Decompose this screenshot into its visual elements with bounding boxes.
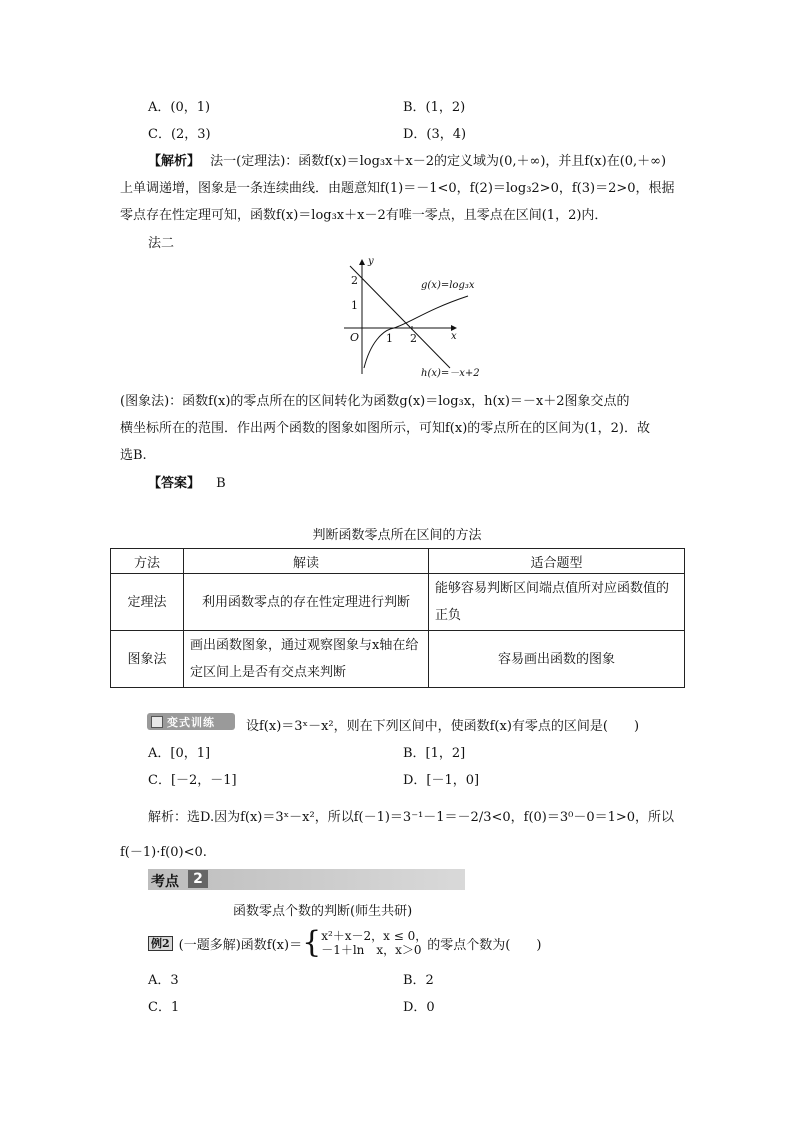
example-badge [148,936,173,951]
option-b: B．(1，2) [403,100,466,115]
graph-y-label: y [368,256,374,267]
analysis-line-1: 法一(定理法)：函数f(x)＝log₃x＋x－2的定义域为(0,＋∞)，并且f(x)在(0,＋∞) [210,154,667,169]
table-row [111,631,685,688]
table-header-cell: 方法 [111,549,184,574]
example-suffix: 的零点个数为( ) [427,937,542,953]
example-prefix: (一题多解)函数f(x)＝ [178,937,303,953]
table-cell: 容易画出函数的图象 [429,631,685,688]
method-two-label: 法二 [148,236,175,251]
brace-icon: { [302,925,322,960]
variant-solution-line-1: 解析：选D.因为f(x)＝3ˣ－x²，所以f(－1)＝3⁻¹－1＝－2/3<0，f(0)＝3⁰－0＝1>0，所以 [148,810,675,825]
graph-y-tick-2: 2 [351,274,358,287]
table-cell: 利用函数零点的存在性定理进行判断 [184,574,429,631]
example-option-c: C．1 [148,1000,180,1015]
graph-origin: O [350,331,360,344]
exercise-icon [151,716,163,728]
variant-solution-line-2: f(－1)·f(0)<0. [120,845,207,860]
variant-option-b: B．[1，2] [403,746,466,761]
example-label: 例 [151,936,162,950]
piecewise-cases [321,929,427,957]
variant-tag [147,713,235,730]
analysis-line-3: 零点存在性定理可知，函数f(x)＝log₃x＋x－2有唯一零点，且零点在区间(1，2)内． [120,208,608,223]
variant-option-a: A．[0，1] [148,746,211,761]
graph-x-label: x [451,331,457,342]
analysis-label: 【解析】 [148,154,201,169]
table-cell: 画出函数图象，通过观察图象与x轴在给定区间上是否有交点来判断 [184,631,429,688]
example-option-b: B．2 [403,973,434,988]
variant-option-d: D．[－1，0] [403,773,480,788]
table-header-row [111,549,685,574]
option-c: C．(2，3) [148,127,211,142]
analysis-line-4: (图象法)：函数f(x)的零点所在的区间转化为函数g(x)＝log₃x，h(x)＝－x＋2图象交点的 [120,394,630,409]
variant-tag-label: 变式训练 [167,715,215,729]
example-number: 2 [162,936,170,950]
table-header-cell: 解读 [184,549,429,574]
example-question [148,925,542,960]
analysis-line-2: 上单调递增，图象是一条连续曲线．由题意知f(1)＝－1<0，f(2)＝log₃2>0，f(3)＝2>0，根据 [120,181,675,196]
table-cell: 图象法 [111,631,184,688]
graph-x-tick-1: 1 [386,332,393,345]
table-title: 判断函数零点所在区间的方法 [312,528,482,543]
methods-table [110,548,685,688]
graph-y-tick-1: 1 [351,299,358,312]
table-cell: 能够容易判断区间端点值所对应函数值的正负 [429,574,685,631]
variant-question: 设f(x)＝3ˣ－x²，则在下列区间中，使函数f(x)有零点的区间是( ) [246,719,640,734]
section-bar [148,869,465,890]
variant-option-c: C．[－2，－1] [148,773,237,788]
table-header-cell: 适合题型 [429,549,685,574]
graph-g-label: g(x)=log₃x [421,280,475,291]
section-title: 函数零点个数的判断(师生共研) [233,904,413,919]
analysis-block [148,150,666,169]
example-option-d: D．0 [403,1000,435,1015]
section-number: 2 [188,870,208,888]
answer-label: 【答案】 [148,476,201,491]
analysis-line-5: 横坐标所在的范围．作出两个函数的图象如图所示，可知f(x)的零点所在的区间为(1，2)．故 [120,421,650,436]
piecewise-case-1: x²＋x－2，x ≤ 0， [321,929,428,943]
answer-block [148,472,226,491]
option-d: D．(3，4) [403,127,467,142]
option-a: A．(0，1) [148,100,211,115]
table-row [111,574,685,631]
answer-value: B [216,476,226,491]
graph-x-tick-2: 2 [410,332,417,345]
example-option-a: A．3 [148,973,179,988]
function-graph [340,256,480,378]
table-cell: 定理法 [111,574,184,631]
piecewise-case-2: －1＋ln x，x＞0 [321,943,422,957]
analysis-line-6: 选B. [120,448,147,463]
graph-h-label: h(x)=－x+2 [421,368,480,379]
section-label: 考点 [151,874,179,890]
